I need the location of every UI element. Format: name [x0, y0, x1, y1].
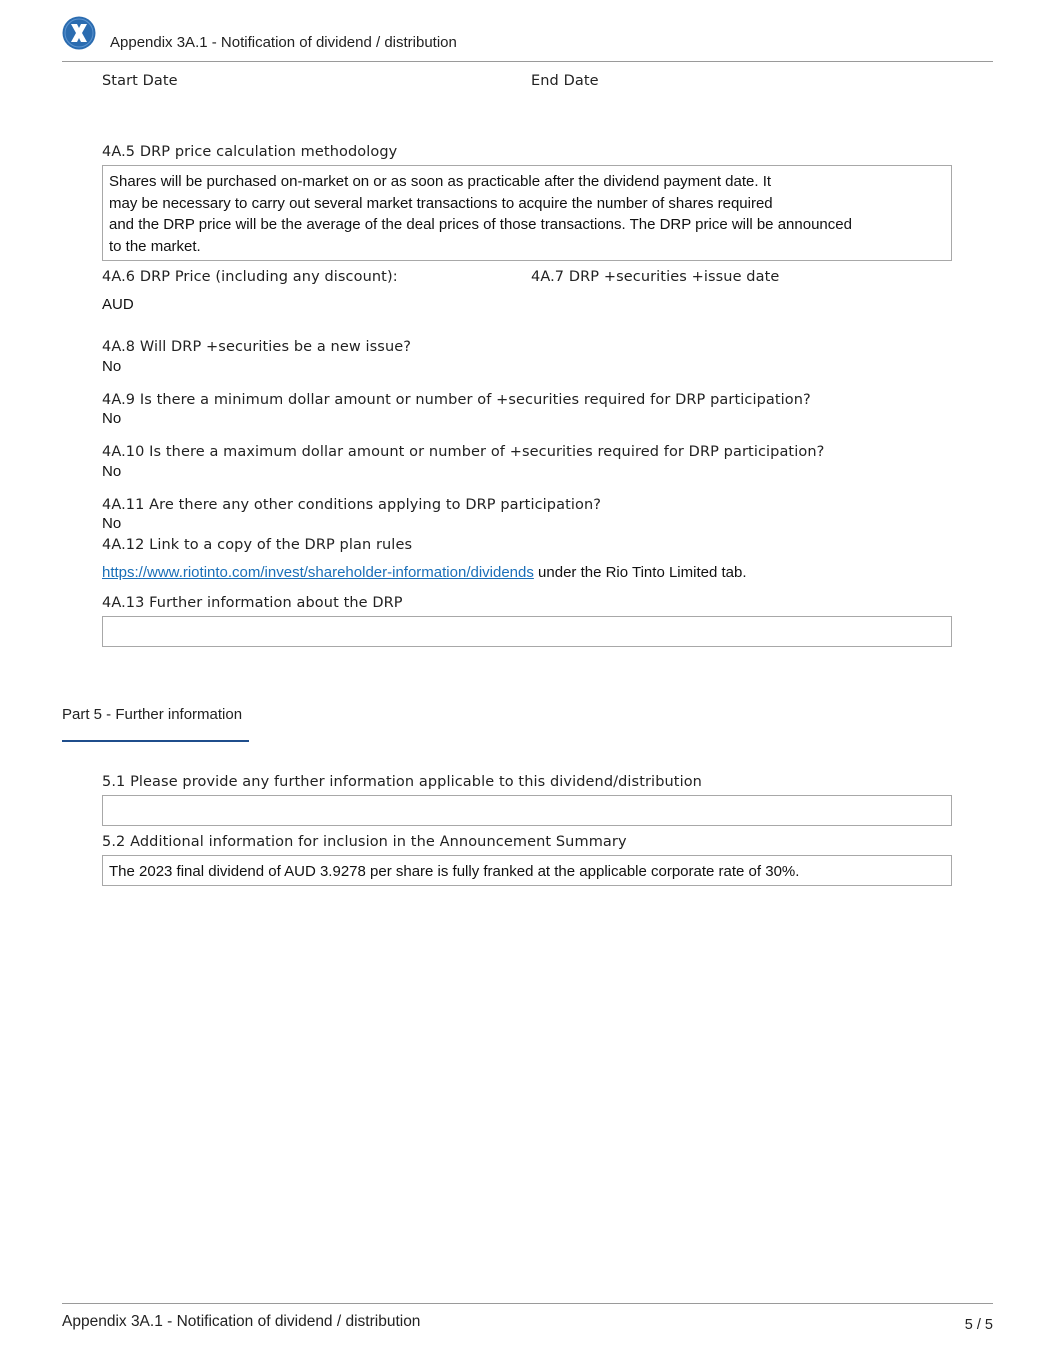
q5-2-label: 5.2 Additional information for inclusion in the Announcement Summary: [102, 834, 627, 850]
q4a11-value: No: [102, 515, 122, 532]
part5-title: Part 5 - Further information: [62, 706, 243, 723]
q4a7-label: 4A.7 DRP +securities +issue date: [531, 269, 780, 285]
q4a6-label: 4A.6 DRP Price (including any discount):: [102, 269, 398, 285]
q4a10-label: 4A.10 Is there a maximum dollar amount or number of +securities required for DRP participation?: [102, 444, 825, 460]
footer-title: Appendix 3A.1 - Notification of dividend / distribution: [62, 1313, 421, 1330]
q4a12-value: [102, 564, 747, 581]
q4a10-value: No: [102, 463, 122, 480]
q4a5-text-box: [102, 165, 952, 261]
q5-1-label: 5.1 Please provide any further information applicable to this dividend/distribution: [102, 774, 702, 790]
header-divider: [62, 61, 993, 62]
part5-underline: [62, 740, 249, 742]
footer-divider: [62, 1303, 993, 1304]
q4a5-line: to the market.: [109, 237, 201, 255]
q4a9-label: 4A.9 Is there a minimum dollar amount or number of +securities required for DRP participation?: [102, 392, 811, 408]
q4a12-label: 4A.12 Link to a copy of the DRP plan rules: [102, 537, 413, 553]
q4a8-value: No: [102, 358, 122, 375]
q4a5-line: and the DRP price will be the average of the deal prices of those transactions. The DRP price will be announced: [109, 216, 852, 233]
q4a5-line: Shares will be purchased on-market on or as soon as practicable after the dividend payment date. It: [109, 173, 772, 190]
q4a11-label: 4A.11 Are there any other conditions applying to DRP participation?: [102, 497, 602, 513]
q5-2-value: The 2023 final dividend of AUD 3.9278 per share is fully franked at the applicable corporate rate of 30%.: [109, 863, 800, 880]
q4a13-label: 4A.13 Further information about the DRP: [102, 595, 403, 611]
q4a5-line: may be necessary to carry out several market transactions to acquire the number of shares required: [109, 194, 773, 212]
q4a6-value: AUD: [102, 296, 134, 313]
q4a8-label: 4A.8 Will DRP +securities be a new issue?: [102, 339, 412, 355]
start-date-label: Start Date: [102, 73, 178, 89]
q4a9-value: No: [102, 410, 122, 427]
header-title: Appendix 3A.1 - Notification of dividend / distribution: [110, 34, 457, 51]
q5-1-text-box: [102, 795, 952, 826]
q4a12-after-text: under the Rio Tinto Limited tab.: [533, 564, 747, 581]
q5-2-text-box: [102, 855, 952, 886]
asx-logo-icon: [62, 16, 96, 50]
drp-rules-link[interactable]: https://www.riotinto.com/invest/shareholder-information/dividends: [102, 564, 534, 581]
q4a5-label: 4A.5 DRP price calculation methodology: [102, 144, 398, 160]
q4a13-text-box: [102, 616, 952, 647]
end-date-label: End Date: [531, 73, 599, 89]
page-number: 5 / 5: [964, 1317, 993, 1333]
